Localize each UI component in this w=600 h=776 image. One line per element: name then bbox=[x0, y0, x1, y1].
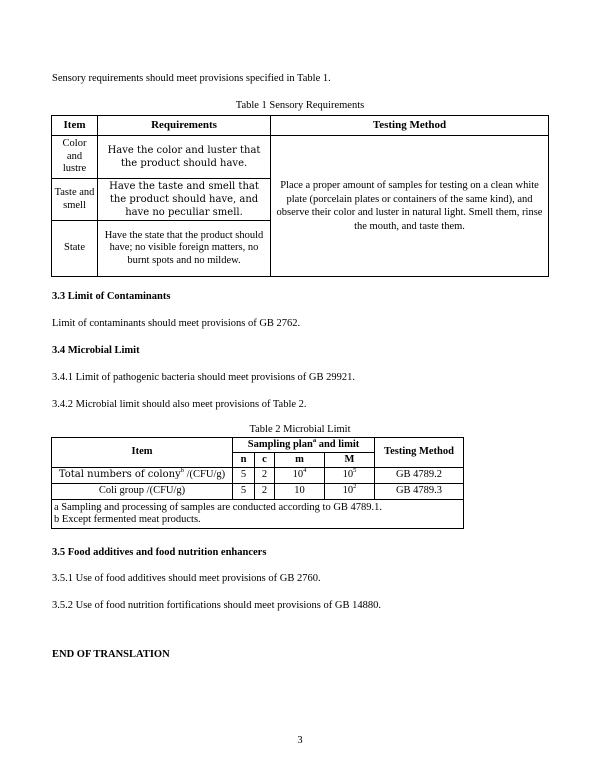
row-m: 10 bbox=[275, 484, 325, 500]
row-item: Taste and smell bbox=[52, 179, 98, 221]
table-row bbox=[52, 136, 549, 179]
section-3-5-heading: 3.5 Food additives and food nutrition enhancers bbox=[52, 547, 267, 558]
footnote-a: a Sampling and processing of samples are conducted according to GB 4789.1. bbox=[54, 501, 383, 513]
header-requirements: Requirements bbox=[98, 116, 271, 136]
row-item: State bbox=[52, 221, 98, 277]
row-item: Total numbers of colony$^b$ /(CFU/g) bbox=[52, 468, 233, 484]
header-n: n bbox=[233, 453, 255, 468]
row-c: 2 bbox=[255, 468, 275, 484]
intro-paragraph: Sensory requirements should meet provisions specified in Table 1. bbox=[52, 73, 331, 84]
header-item: Item bbox=[52, 116, 98, 136]
header-testing-method: Testing Method bbox=[375, 438, 464, 468]
table-header-row bbox=[52, 438, 464, 453]
section-3-3-text: Limit of contaminants should meet provisions of GB 2762. bbox=[52, 318, 301, 329]
row-M: $10^2$ bbox=[325, 484, 375, 500]
table-notes-row bbox=[52, 500, 464, 529]
row-item: Color and lustre bbox=[52, 136, 98, 179]
page-number: 3 bbox=[297, 735, 303, 746]
section-3-4-2-text: 3.4.2 Microbial limit should also meet provisions of Table 2. bbox=[52, 399, 307, 410]
row-n: 5 bbox=[233, 484, 255, 500]
header-m: m bbox=[275, 453, 325, 468]
section-3-5-1-text: 3.5.1 Use of food additives should meet provisions of GB 2760. bbox=[52, 573, 321, 584]
sensory-requirements-table bbox=[51, 115, 549, 277]
table-notes bbox=[52, 500, 464, 529]
row-m: $10^4$ bbox=[275, 468, 325, 484]
table-header-row bbox=[52, 116, 549, 136]
table-row bbox=[52, 468, 464, 484]
row-M: $10^5$ bbox=[325, 468, 375, 484]
header-sampling-plan: Sampling plan$^a$ and limit bbox=[233, 438, 375, 453]
section-3-5-2-text: 3.5.2 Use of food nutrition fortifications should meet provisions of GB 14880. bbox=[52, 600, 381, 611]
row-requirement: Have the color and luster that the product should have. bbox=[98, 136, 271, 179]
section-3-4-1-text: 3.4.1 Limit of pathogenic bacteria should meet provisions of GB 29921. bbox=[52, 372, 355, 383]
section-3-4-heading: 3.4 Microbial Limit bbox=[52, 345, 140, 356]
header-testing-method: Testing Method bbox=[271, 116, 549, 136]
row-method: GB 4789.2 bbox=[375, 468, 464, 484]
header-item: Item bbox=[52, 438, 233, 468]
header-M: M bbox=[325, 453, 375, 468]
end-of-translation: END OF TRANSLATION bbox=[52, 649, 170, 660]
row-requirement: Have the taste and smell that the product should have, and have no peculiar smell. bbox=[98, 179, 271, 221]
table1-caption: Table 1 Sensory Requirements bbox=[235, 100, 365, 111]
table-row bbox=[52, 484, 464, 500]
row-n: 5 bbox=[233, 468, 255, 484]
row-c: 2 bbox=[255, 484, 275, 500]
footnote-b: b Except fermented meat products. bbox=[54, 514, 201, 525]
row-method: GB 4789.3 bbox=[375, 484, 464, 500]
testing-method-cell: Place a proper amount of samples for testing on a clean white plate (porcelain plates or containers of the same kind), and observe their color and luster in natural light. Smell them, rinse the mouth, and taste them. bbox=[271, 136, 549, 277]
header-c: c bbox=[255, 453, 275, 468]
row-item: Coli group /(CFU/g) bbox=[52, 484, 233, 500]
section-3-3-heading: 3.3 Limit of Contaminants bbox=[52, 291, 171, 302]
microbial-limit-table bbox=[51, 437, 464, 529]
table2-caption: Table 2 Microbial Limit bbox=[249, 424, 351, 435]
row-requirement: Have the state that the product should have; no visible foreign matters, no burnt spots and no mildew. bbox=[98, 221, 271, 277]
